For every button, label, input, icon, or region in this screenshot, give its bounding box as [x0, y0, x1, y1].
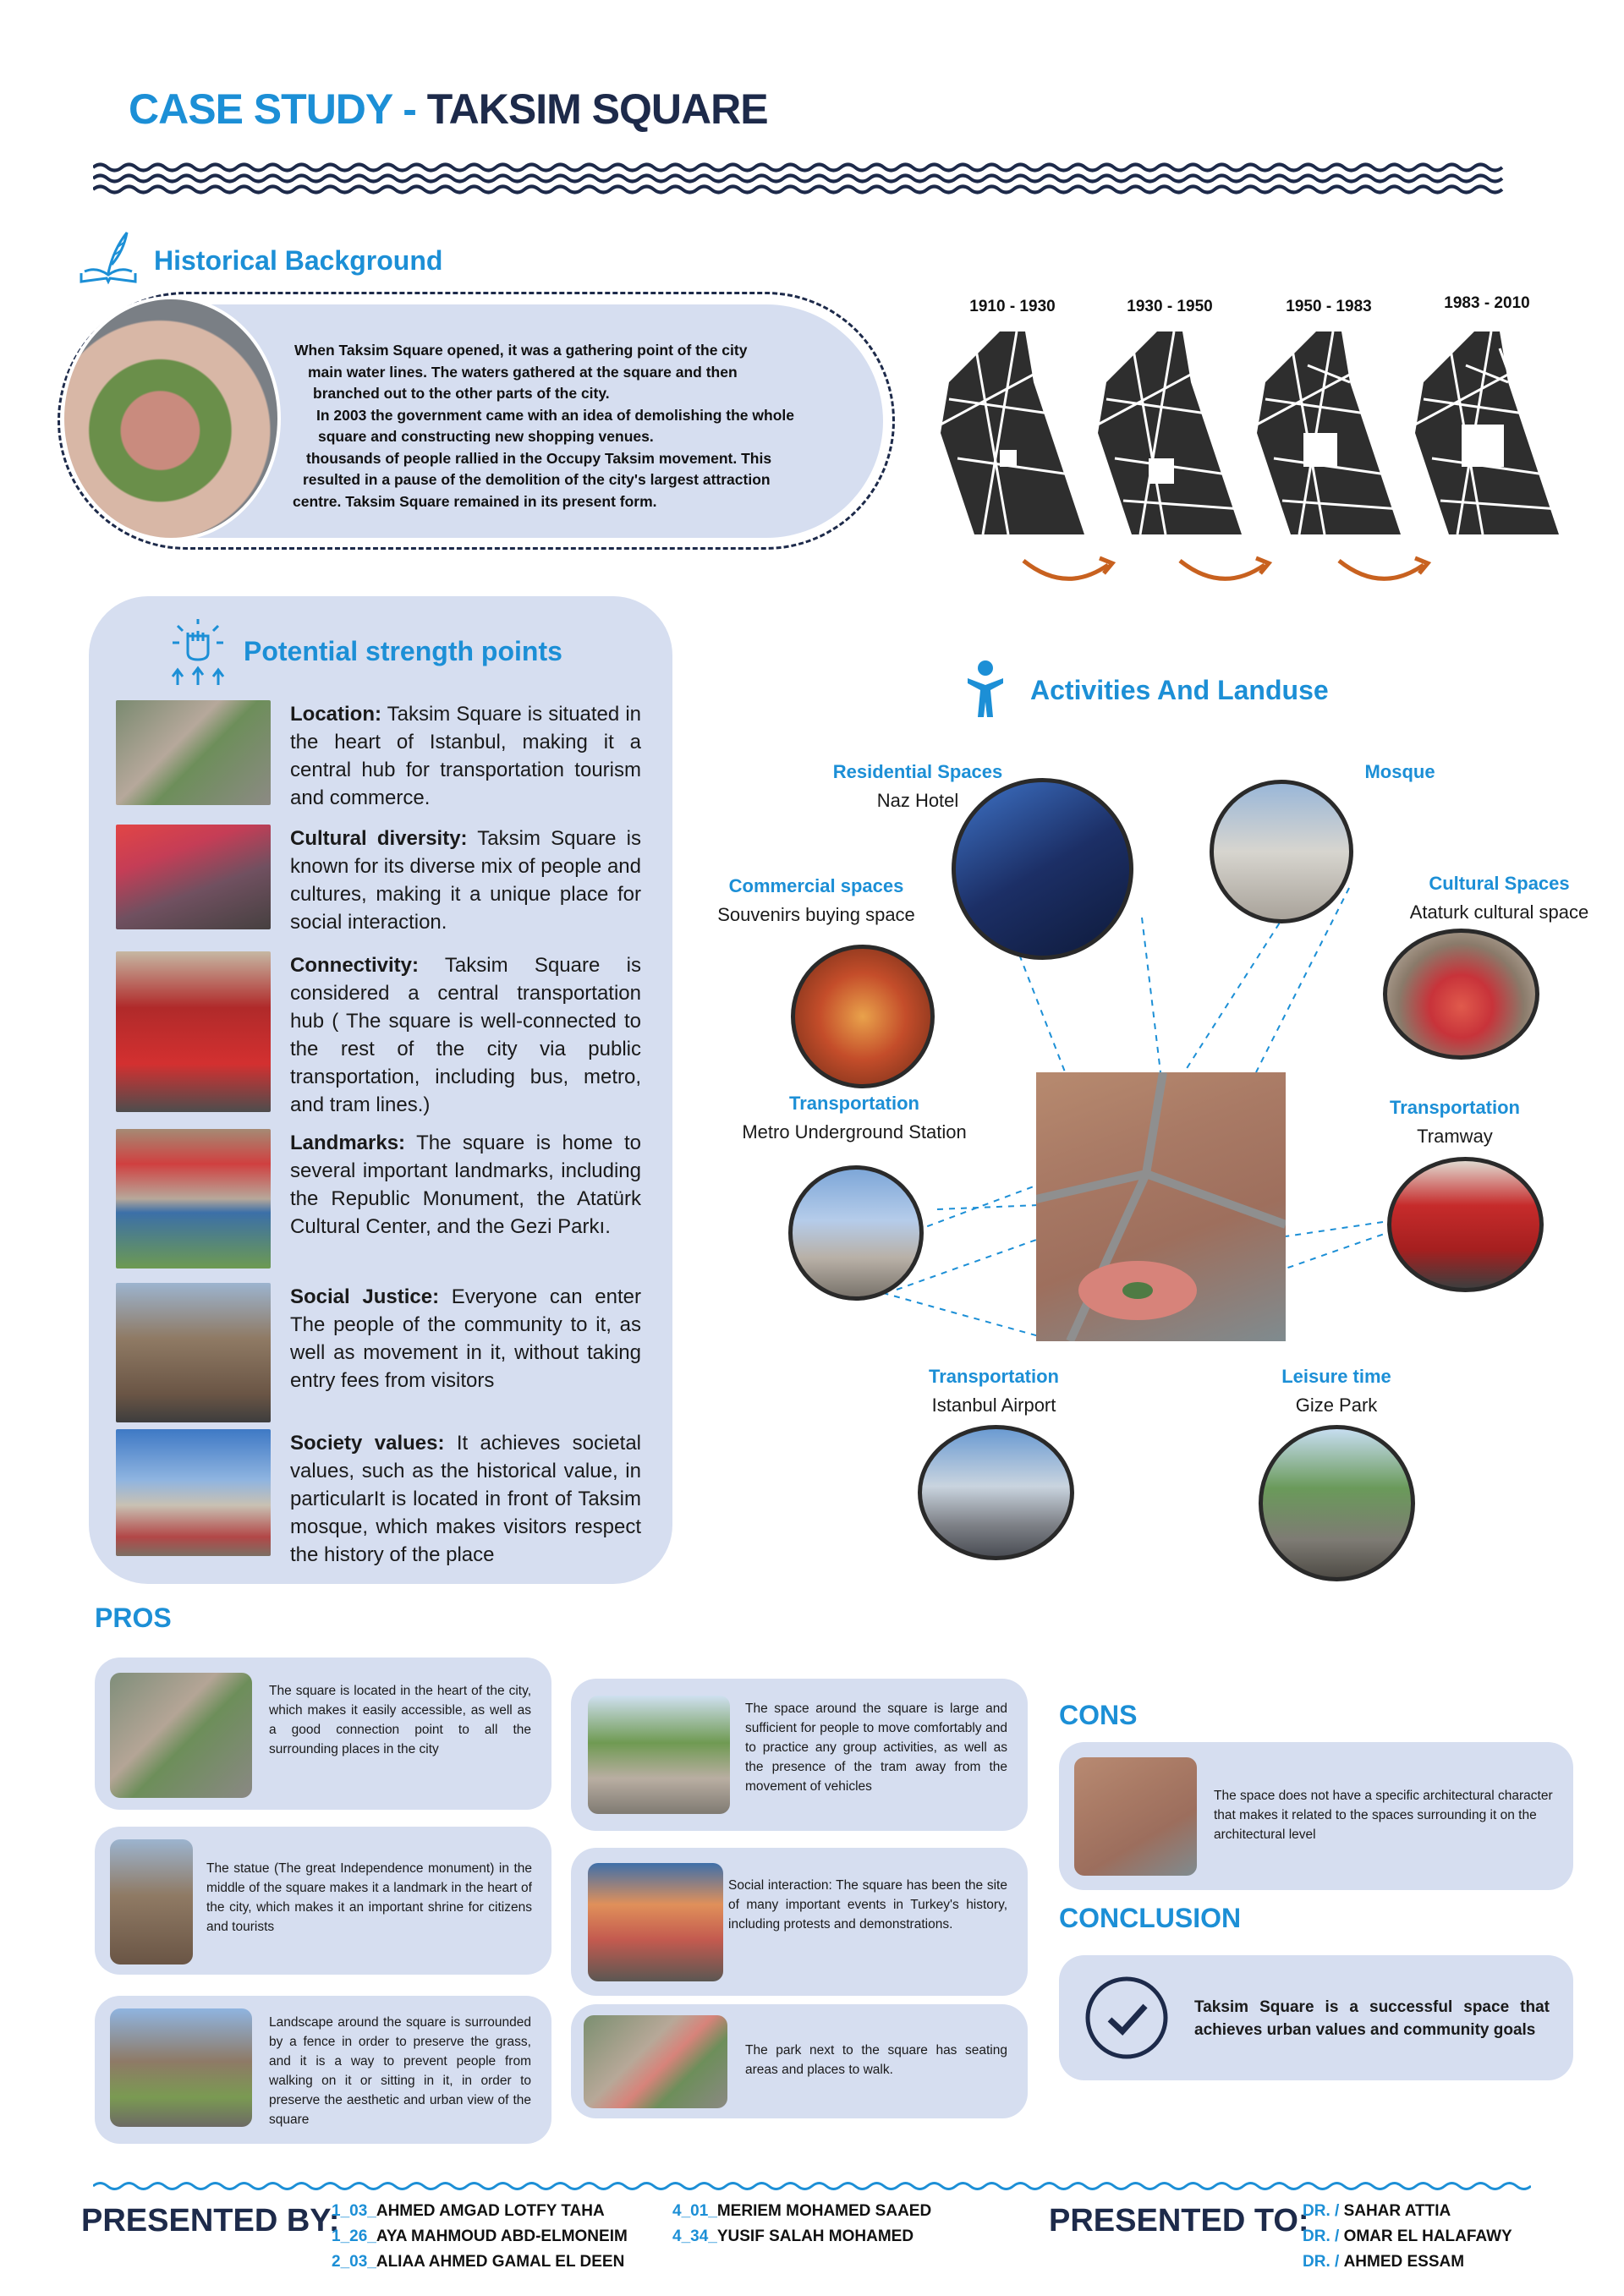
strength-item: Connectivity: Taksim Square is considered a central transportation hub ( The square is well-connected to the rest of the city via public transportation, including bus, metro, and tram lines.) [116, 951, 640, 1116]
wave-divider-bottom [93, 2178, 1531, 2195]
history-line: resulted in a pause of the demolition of the city's largest attraction [303, 471, 771, 488]
supervisor-name: DR. / SAHAR ATTIA [1303, 2202, 1451, 2220]
tram-label: Transportation Tramway [1389, 1097, 1520, 1147]
period-label: 1930 - 1950 [1127, 298, 1213, 315]
pro-card: The statue (The great Independence monument) in the middle of the square makes it a landmark in the heart of the city, which makes it an important shrine for citizens and tourists [95, 1827, 551, 1975]
tramway-photo [1387, 1157, 1544, 1292]
students-column-1 [332, 2199, 628, 2275]
student-name: 1_03_AHMED AMGAD LOTFY TAHA [332, 2202, 605, 2220]
pro-photo [584, 2015, 727, 2108]
cons-photo [1074, 1757, 1197, 1876]
strength-item: Location: Taksim Square is situated in the heart of Istanbul, making it a central hub for transportation tourism and commerce. [116, 700, 640, 810]
pro-card: Social interaction: The square has been the site of many important events in Turkey's history, including protests and demonstrations. [571, 1848, 1028, 1996]
activities-heading: Activities And Landuse [1030, 675, 1329, 705]
pro-photo [110, 1673, 252, 1798]
commercial-label: Commercial spaces Souvenirs buying space [717, 875, 915, 925]
metro-label: Transportation Metro Underground Station [742, 1093, 967, 1143]
square-roads-icon [1036, 1072, 1286, 1341]
pro-photo [110, 1839, 193, 1964]
page-title: CASE STUDY - TAKSIM SQUARE [129, 85, 768, 133]
taksim-mosque-photo [1210, 780, 1353, 923]
period-label: 1950 - 1983 [1286, 298, 1372, 315]
history-line: In 2003 the government came with an idea of demolishing the whole [316, 406, 794, 424]
presented-to-label: PRESENTED TO: [1049, 2203, 1309, 2238]
metro-station-photo [788, 1165, 924, 1301]
student-name: 2_03_ALIAA AHMED GAMAL EL DEEN [332, 2253, 625, 2271]
history-line: When Taksim Square opened, it was a gathering point of the city [294, 342, 748, 359]
gezi-park-photo [1259, 1425, 1415, 1581]
leisure-label: Leisure time Gize Park [1281, 1366, 1391, 1416]
istanbul-airport-photo [918, 1425, 1074, 1560]
history-line: centre. Taksim Square remained in its present form. [293, 492, 657, 510]
ataturk-cultural-center-photo [1383, 929, 1539, 1060]
pro-photo [588, 1863, 723, 1981]
residential-label: Residential Spaces Naz Hotel [832, 761, 1003, 811]
pro-card: Landscape around the square is surrounded by a fence in order to preserve the grass, and it is a way to prevent people from walking on it or sitting in it, in order to preserve the aesthetic and urban view of the square [95, 1996, 551, 2144]
pro-card: The park next to the square has seating areas and places to walk. [571, 2004, 1028, 2118]
presented-by-label: PRESENTED BY: [81, 2203, 340, 2238]
conclusion-text: Taksim Square is a successful space that achieves urban values and community goals [1194, 1998, 1550, 2039]
strength-heading: Potential strength points [244, 636, 562, 666]
conclusion-heading: CONCLUSION [1059, 1903, 1242, 1933]
pros-heading: PROS [95, 1603, 172, 1633]
checkmark-circle-icon [1083, 1975, 1171, 2060]
period-label: 1983 - 2010 [1444, 294, 1530, 312]
history-line: thousands of people rallied in the Occupy Taksim movement. This [306, 449, 772, 467]
airport-label: Transportation Istanbul Airport [928, 1366, 1059, 1416]
student-name: 1_26_AYA MAHMOUD ABD-ELMONEIM [332, 2228, 628, 2245]
students-column-2 [672, 2199, 931, 2249]
taksim-aerial-center-photo [1036, 1072, 1286, 1341]
student-name: 4_01_MERIEM MOHAMED SAAED [672, 2202, 932, 2220]
pro-photo [110, 2008, 252, 2127]
student-name: 4_34_YUSIF SALAH MOHAMED [672, 2228, 914, 2245]
cons-heading: CONS [1059, 1700, 1138, 1730]
cultural-label: Cultural Spaces Ataturk cultural space [1409, 873, 1589, 923]
supervisor-name: DR. / AHMED ESSAM [1303, 2253, 1465, 2271]
cons-card: The space does not have a specific architectural character that makes it related to the spaces surrounding it on the architectural level [1059, 1742, 1573, 1890]
strength-item: Cultural diversity: Taksim Square is known for its diverse mix of people and cultures, making it a unique place for social interaction. [116, 825, 640, 934]
strength-item: Society values: It achieves societal values, such as the historical value, in particularIt is located in front of Taksim mosque, which makes visitors respect the history of the place [116, 1429, 640, 1556]
supervisors [1303, 2199, 1512, 2275]
conclusion-card [1059, 1955, 1573, 2080]
pro-card: The space around the square is large and sufficient for people to move comfortably and to practice any group activities, as well as the presence of the tram away from the movement of vehicles [571, 1679, 1028, 1831]
strength-item: Social Justice: Everyone can enter The people of the community to it, as well as movement in it, without taking entry fees from visitors [116, 1283, 640, 1422]
history-line: square and constructing new shopping venues. [318, 428, 654, 445]
mosque-label: Mosque [1364, 761, 1435, 782]
history-line: main water lines. The waters gathered at the square and then [308, 363, 738, 381]
pro-card: The square is located in the heart of the city, which makes it easily accessible, as well as a good connection point to all the surrounding places in the city [95, 1658, 551, 1810]
supervisor-name: DR. / OMAR EL HALAFAWY [1303, 2228, 1512, 2245]
historical-background-heading: Historical Background [154, 245, 443, 276]
history-line: branched out to the other parts of the city. [313, 385, 610, 402]
period-label: 1910 - 1930 [969, 298, 1056, 315]
bazaar-lamps-photo [791, 945, 935, 1088]
pro-photo [588, 1696, 730, 1814]
naz-hotel-photo [952, 778, 1133, 960]
strength-item: Landmarks: The square is home to several important landmarks, including the Republic Monument, the Atatürk Cultural Center, and the Gezi Parkı. [116, 1129, 640, 1269]
